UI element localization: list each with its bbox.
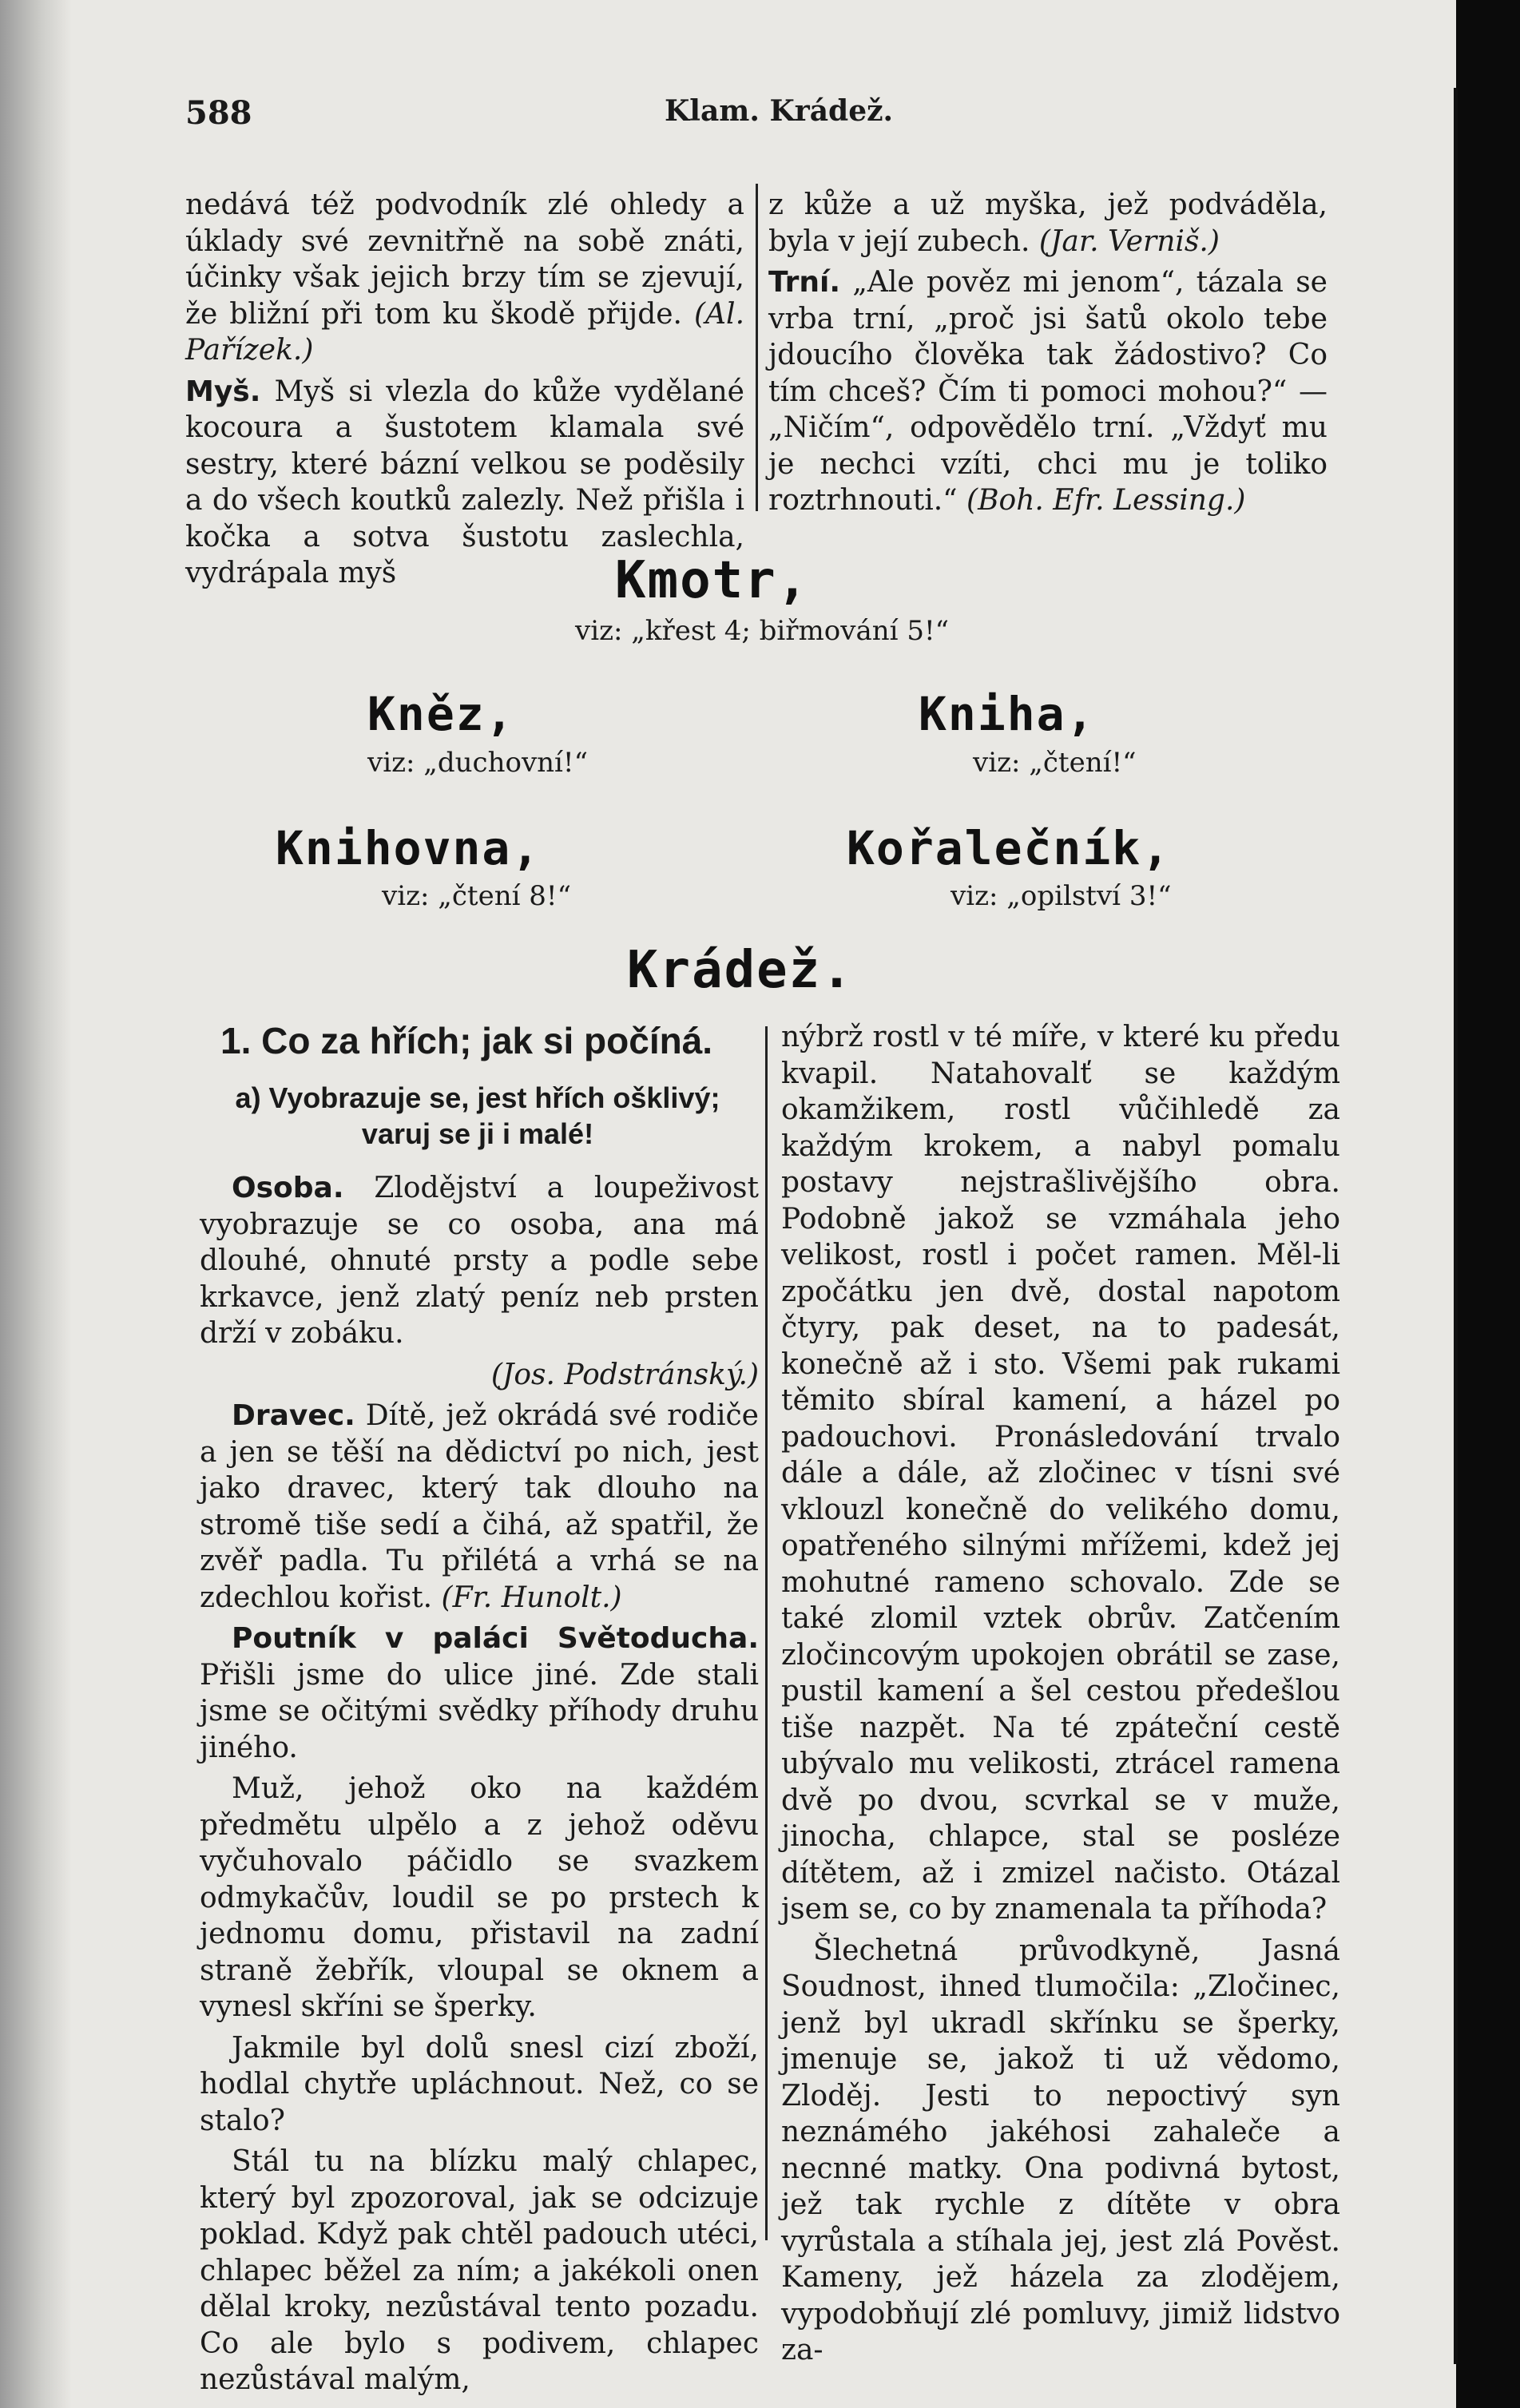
source-citation: (Al. Pařízek.) [185, 297, 745, 367]
see-also-knez: viz: „duchovní!“ [367, 747, 588, 779]
see-also-kmotr: viz: „křest 4; biřmování 5!“ [575, 615, 949, 647]
term: Myš. [185, 375, 261, 408]
term: Trní. [768, 266, 840, 299]
paragraph: Šlechetná průvodkyně, Jasná Soudnost, ihned tlumočila: „Zločinec, jenž byl ukradl skřínku se šperky, jmenuje se, jakož ti už vědomo, Zloděj. Jesti to nepoctivý syn neznámého jakéhosi zahaleče a necnné matky. Ona podivná bytost, jež tak rychle z dítěte v obra vyrůstala a stíhala jej, jest zlá Pověst. Kameny, jež házela za zlodějem, vypodobňují zlé pomluvy, jimiž lidstvo za- [781, 1934, 1340, 2366]
section-heading: 1. Co za hřích; jak si počíná. [220, 1020, 713, 1061]
source-citation: (Jos. Podstránský.) [490, 1358, 759, 1391]
term: Dravec. [232, 1399, 355, 1432]
page-header [185, 94, 1431, 142]
top-right-column [768, 187, 1328, 524]
see-also-knihovna: viz: „čtení 8!“ [382, 880, 571, 912]
source-citation: (Fr. Hunolt.) [441, 1581, 622, 1614]
term: Poutník v paláci Světoducha. [232, 1622, 759, 1655]
source-citation: (Boh. Efr. Lessing.) [966, 484, 1246, 517]
see-also-kniha: viz: „čtení!“ [973, 747, 1137, 779]
entry-title-kniha: Kniha, [919, 687, 1096, 741]
entry-title-kmotr: Kmotr, [615, 551, 810, 610]
scan-shadow-right [1456, 0, 1520, 2408]
scan-shadow-left [0, 0, 72, 2408]
column-divider-main [765, 1026, 768, 2240]
main-right-column [781, 1019, 1340, 2374]
paragraph: Dravec. Dítě, jež okrádá své rodiče a jen se těší na dědictví po nich, jest jako dravec, který tak dlouho na stromě tiše sedí a čihá, až spatřil, že zvěř padla. Tu přilétá a vrhá se na zdechlou kořist. (Fr. Hunolt.) [200, 1399, 759, 1614]
paragraph: nedává též podvodník zlé ohledy a úklady své zevnitřně na sobě znáti, účinky však jejich brzy tím se zjevují, že bližní při tom ku škodě přijde. (Al. Pařízek.) [185, 188, 745, 367]
paragraph: Myš. Myš si vlezla do kůže vydělané kocoura a šustotem klamala své sestry, které bázní velkou se poděsily a do všech koutků zalezly. Než přišla i kočka a sotva šustotu zaslechla, vydrápala myš [185, 375, 744, 589]
section-subheading: a) Vyobrazuje se, jest hřích ošklivý; varuj se ji i malé! [235, 1081, 720, 1150]
main-left-column [200, 1170, 759, 2403]
paragraph: Poutník v paláci Světoducha. Přišli jsme do ulice jiné. Zde stali jsme se očitými svědky příhody druhu jiného. [200, 1622, 759, 1764]
see-also-koralecnik: viz: „opilství 3!“ [950, 880, 1172, 912]
page-number: 588 [185, 94, 252, 132]
term: Osoba. [232, 1172, 344, 1204]
entry-title-knihovna: Knihovna, [276, 821, 542, 875]
paragraph: Stál tu na blízku malý chlapec, který byl zpozoroval, jak se odcizuje poklad. Když pak chtěl padouch utéci, chlapec běžel za ním; a jakékoli onen dělal kroky, nezůstával tento pozadu. Co ale bylo s podivem, chlapec nezůstával malým, [200, 2145, 759, 2396]
entry-title-knez: Kněz, [367, 687, 515, 741]
paragraph: z kůže a už myška, jež podváděla, byla v její zubech. (Jar. Verniš.) [768, 188, 1328, 258]
entry-title-kradez: Krádež. [627, 941, 854, 1000]
paragraph: Trní. „Ale pověz mi jenom“, tázala se vrba trní, „proč jsi šatů okolo tebe jdoucího člověka tak žádostivo? Co tím chceš? Čím ti pomoci mohou?“ — „Ničím“, odpovědělo trní. „Vždyť mu je nechci vzíti, chci mu je toliko roztrhnouti.“ (Boh. Efr. Lessing.) [768, 266, 1328, 517]
paragraph: Muž, jehož oko na každém předmětu ulpělo a z jehož oděvu vyčuhovalo páčidlo se svazkem odmykačův, loudil se po prstech k jednomu domu, přistavil na zadní straně žebřík, vloupal se oknem a vynesl skříni se šperky. [200, 1772, 759, 2023]
column-divider-top [756, 184, 758, 511]
top-left-column [185, 187, 744, 597]
paragraph: Osoba. Zlodějství a loupeživost vyobrazuje se co osoba, ana má dlouhé, ohnuté prsty a podle sebe krkavce, jenž zlatý peníz neb prsten drží v zobáku. [200, 1172, 760, 1350]
source-citation: (Jar. Verniš.) [1038, 224, 1220, 258]
page-edge-rule [1454, 88, 1458, 2364]
running-head: Klam. Krádež. [665, 94, 894, 128]
entry-title-koralecnik: Kořalečník, [847, 821, 1172, 875]
paragraph: Jakmile byl dolů snesl cizí zboží, hodlal chytře upláchnout. Než, co se stalo? [200, 2031, 759, 2137]
paragraph: nýbrž rostl v té míře, v které ku předu kvapil. Natahovalť se každým okamžikem, rostl vůčihledě za každým krokem, a nabyl pomalu postavy nejstrašlivějšího obra. Podobně jakož se vzmáhala jeho velikost, rostl i počet ramen. Měl-li zpočátku jen dvě, dostal napotom čtyry, pak deset, na to padesát, konečně až i sto. Všemi pak rukami těmito sbíral kamení, a házel po padouchovi. Pronásledování trvalo dále a dále, až zločinec v tísni své vklouzl konečně do velikého domu, opatřeného silnými mřížemi, kdež jej mohutné rameno schovalo. Zde se také zlomil vztek obrův. Zatčením zločincovým upokojen obrátil se zase, pustil kamení a šel cestou předešlou tiše nazpět. Na té zpáteční cestě ubývalo mu velikosti, ztrácel ramena dvě po dvou, scvrkal se v muže, jinocha, chlapce, stal se posléze dítětem, až i zmizel načisto. Otázal jsem se, co by znamenala ta příhoda? [781, 1021, 1340, 1926]
